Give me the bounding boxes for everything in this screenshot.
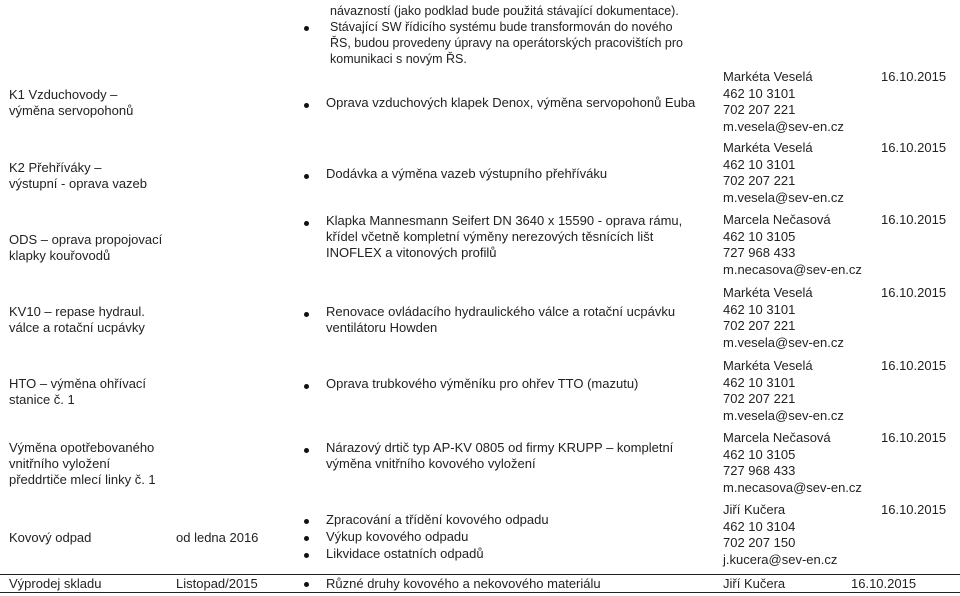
row-item: Dodávka a výměna vazeb výstupního přehříváku [326, 166, 608, 181]
row-date: 16.10.2015 [881, 285, 947, 300]
row-name-line: výstupní - oprava vazeb [9, 176, 148, 191]
contact-mobile: 702 207 150 [723, 535, 796, 550]
row-item-line: výměna vnitřního kovového vyložení [326, 456, 536, 471]
row-item [326, 440, 673, 472]
row-name: Výprodej skladu [9, 576, 102, 591]
row-name [9, 530, 91, 546]
row-date: 16.10.2015 [881, 69, 947, 84]
row-term: Listopad/2015 [176, 576, 258, 591]
row-term: od ledna 2016 [176, 530, 259, 545]
contact-email[interactable]: m.vesela@sev-en.cz [723, 118, 844, 134]
bullet-icon [304, 448, 309, 453]
row-item-list [326, 511, 549, 562]
contact-name: Marcela Nečasová [723, 212, 831, 227]
bullet-icon [304, 174, 309, 179]
row-name [9, 160, 147, 192]
top-fragment-line: Stávající SW řídicího systému bude transformován do nového [330, 20, 673, 34]
row-name-line: stanice č. 1 [9, 392, 75, 407]
contact-name: Markéta Veselá [723, 69, 813, 84]
row-date: 16.10.2015 [881, 212, 947, 227]
contact-block [723, 358, 844, 424]
row-separator [0, 592, 960, 593]
row-item-line: INOFLEX a vitonových profilů [326, 245, 497, 260]
row-item: Zpracování a třídění kovového odpadu [326, 512, 549, 527]
top-fragment-line: ŘS, budou provedeny úpravy na operátorských pracovištích pro [330, 36, 683, 50]
contact-name: Jiří Kučera [723, 502, 786, 517]
row-item: Likvidace ostatních odpadů [326, 546, 484, 561]
contact-name: Markéta Veselá [723, 140, 813, 155]
row-item-line: křídel včetně kompletní výměny nerezových těsnících lišt [326, 229, 654, 244]
contact-name: Markéta Veselá [723, 285, 813, 300]
row-name [9, 440, 156, 488]
bullet-icon [304, 553, 309, 558]
bullet-icon [304, 582, 309, 587]
row-date: 16.10.2015 [851, 576, 917, 591]
contact-email[interactable]: m.necasova@sev-en.cz [723, 479, 862, 495]
bullet-icon [304, 103, 309, 108]
row-item [326, 304, 675, 336]
contact-block [723, 212, 862, 278]
contact-name: Jiří Kučera [723, 576, 786, 591]
contact-block [723, 502, 837, 568]
contact-block [723, 285, 844, 351]
row-name-line: Výměna opotřebovaného [9, 440, 155, 455]
row-item: Oprava vzduchových klapek Denox, výměna servopohonů Euba [326, 95, 696, 110]
contact-mobile: 702 207 221 [723, 318, 796, 333]
row-item: Výkup kovového odpadu [326, 529, 469, 544]
contact-email[interactable]: m.vesela@sev-en.cz [723, 407, 844, 423]
row-item-line: Renovace ovládacího hydraulického válce a rotační ucpávku [326, 304, 676, 319]
row-date: 16.10.2015 [881, 140, 947, 155]
row-date: 16.10.2015 [881, 430, 947, 445]
top-fragment-line: komunikaci s novým ŘS. [330, 52, 467, 66]
row-item-line: ventilátoru Howden [326, 320, 438, 335]
contact-mobile: 727 968 433 [723, 245, 796, 260]
row-name-line: KV10 – repase hydraul. [9, 304, 145, 319]
row-name-line: výměna servopohonů [9, 103, 134, 118]
top-fragment-line: návazností (jako podklad bude použitá stávající dokumentace). [330, 4, 679, 18]
row-name [9, 376, 146, 408]
contact-block [723, 140, 844, 206]
row-name-line: válce a rotační ucpávky [9, 320, 145, 335]
bullet-icon [304, 384, 309, 389]
row-item: Oprava trubkového výměníku pro ohřev TTO (mazutu) [326, 376, 639, 391]
bullet-icon [304, 519, 309, 524]
bullet-icon [304, 536, 309, 541]
contact-email[interactable]: j.kucera@sev-en.cz [723, 551, 838, 567]
row-name [9, 304, 145, 336]
bullet-icon [304, 312, 309, 317]
row-date: 16.10.2015 [881, 358, 947, 373]
row-name-line: K2 Přehříváky – [9, 160, 102, 175]
contact-name: Marcela Nečasová [723, 430, 831, 445]
top-fragment [330, 3, 683, 67]
row-item: Různé druhy kovového a nekovového materiálu [326, 576, 601, 591]
contact-mobile: 702 207 221 [723, 173, 796, 188]
row-name-line: klapky kouřovodů [9, 248, 111, 263]
contact-phone: 462 10 3105 [723, 228, 796, 244]
contact-mobile: 702 207 221 [723, 391, 796, 406]
bullet-icon [304, 26, 309, 31]
contact-name: Markéta Veselá [723, 358, 813, 373]
contact-mobile: 702 207 221 [723, 102, 796, 117]
contact-phone: 462 10 3101 [723, 301, 796, 317]
row-item [326, 213, 682, 261]
contact-block [723, 69, 844, 135]
contact-phone: 462 10 3101 [723, 156, 796, 172]
contact-block [723, 576, 785, 593]
row-item-line: Klapka Mannesmann Seifert DN 3640 x 15590 - oprava rámu, [326, 213, 683, 228]
row-name-line: ODS – oprava propojovací [9, 232, 163, 247]
contact-phone: 462 10 3101 [723, 374, 796, 390]
row-name [9, 232, 162, 264]
contact-block [723, 430, 862, 496]
contact-email[interactable]: m.vesela@sev-en.cz [723, 189, 844, 205]
row-name-line: K1 Vzduchovody – [9, 87, 118, 102]
row-name [9, 87, 133, 119]
row-date: 16.10.2015 [881, 502, 947, 517]
bullet-icon [304, 221, 309, 226]
row-name-line: předdrtiče mlecí linky č. 1 [9, 472, 156, 487]
contact-email[interactable]: m.vesela@sev-en.cz [723, 334, 844, 350]
contact-mobile: 727 968 433 [723, 463, 796, 478]
contact-phone: 462 10 3101 [723, 85, 796, 101]
row-name-line: Kovový odpad [9, 530, 92, 545]
contact-phone: 462 10 3105 [723, 446, 796, 462]
contact-phone: 462 10 3104 [723, 518, 796, 534]
contact-email[interactable]: m.necasova@sev-en.cz [723, 261, 862, 277]
row-separator [0, 574, 960, 575]
row-name-line: HTO – výměna ohřívací [9, 376, 147, 391]
row-name-line: vnitřního vyložení [9, 456, 111, 471]
row-item-line: Nárazový drtič typ AP-KV 0805 od firmy KRUPP – kompletní [326, 440, 674, 455]
